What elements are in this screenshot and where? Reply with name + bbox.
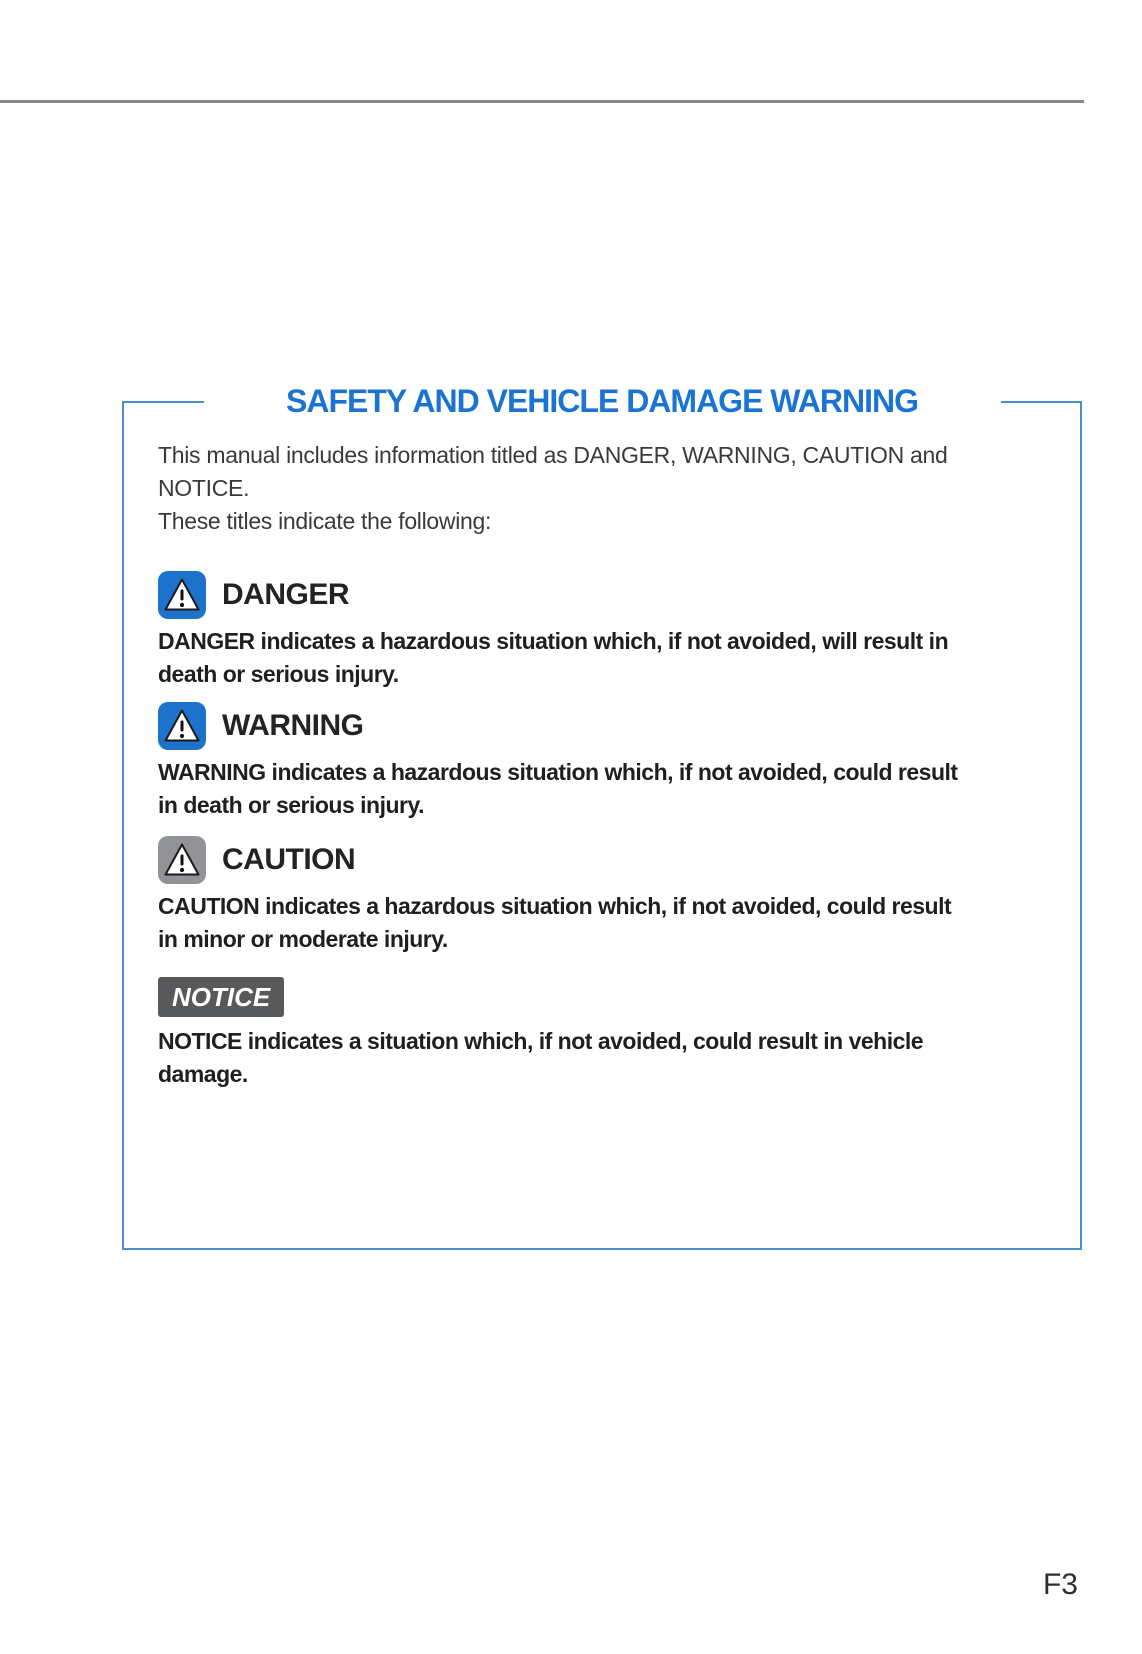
caution-body-line: CAUTION indicates a hazardous situation which, if not avoided, could result <box>158 893 952 919</box>
box-title-wrap <box>124 380 1080 422</box>
page-title: SAFETY AND VEHICLE DAMAGE WARNING <box>204 380 1001 422</box>
notice-section-body <box>158 1025 1052 1091</box>
warning-section-header <box>158 702 1052 750</box>
safety-warning-box <box>122 383 1082 1250</box>
intro-line: NOTICE. <box>158 475 250 501</box>
caution-section-body <box>158 890 1052 956</box>
top-divider-rule <box>0 100 1084 103</box>
danger-section-header <box>158 571 1052 619</box>
danger-section-body <box>158 625 1052 691</box>
danger-body-line: death or serious injury. <box>158 661 399 687</box>
intro-paragraph <box>158 439 1052 505</box>
subintro-paragraph <box>158 505 1052 538</box>
warning-section-label: WARNING <box>222 709 364 742</box>
box-content <box>124 403 1080 1091</box>
notice-section-header <box>158 977 1052 1017</box>
caution-body-line: in minor or moderate injury. <box>158 926 448 952</box>
warning-section-body <box>158 756 1052 822</box>
notice-body-line: NOTICE indicates a situation which, if not avoided, could result in vehicle <box>158 1028 924 1054</box>
intro-line: This manual includes information titled as DANGER, WARNING, CAUTION and <box>158 442 948 468</box>
caution-section-header <box>158 836 1052 884</box>
warning-body-line: in death or serious injury. <box>158 792 424 818</box>
notice-badge: NOTICE <box>158 977 284 1017</box>
page-number: F3 <box>1042 1568 1078 1601</box>
danger-body-line: DANGER indicates a hazardous situation which, if not avoided, will result in <box>158 628 949 654</box>
danger-section-label: DANGER <box>222 578 350 611</box>
notice-body-line: damage. <box>158 1061 248 1087</box>
warning-triangle-icon <box>158 571 206 619</box>
subintro-line: These titles indicate the following: <box>158 508 492 534</box>
warning-triangle-icon <box>158 702 206 750</box>
caution-section-label: CAUTION <box>222 843 356 876</box>
warning-triangle-icon <box>158 836 206 884</box>
warning-body-line: WARNING indicates a hazardous situation which, if not avoided, could result <box>158 759 958 785</box>
